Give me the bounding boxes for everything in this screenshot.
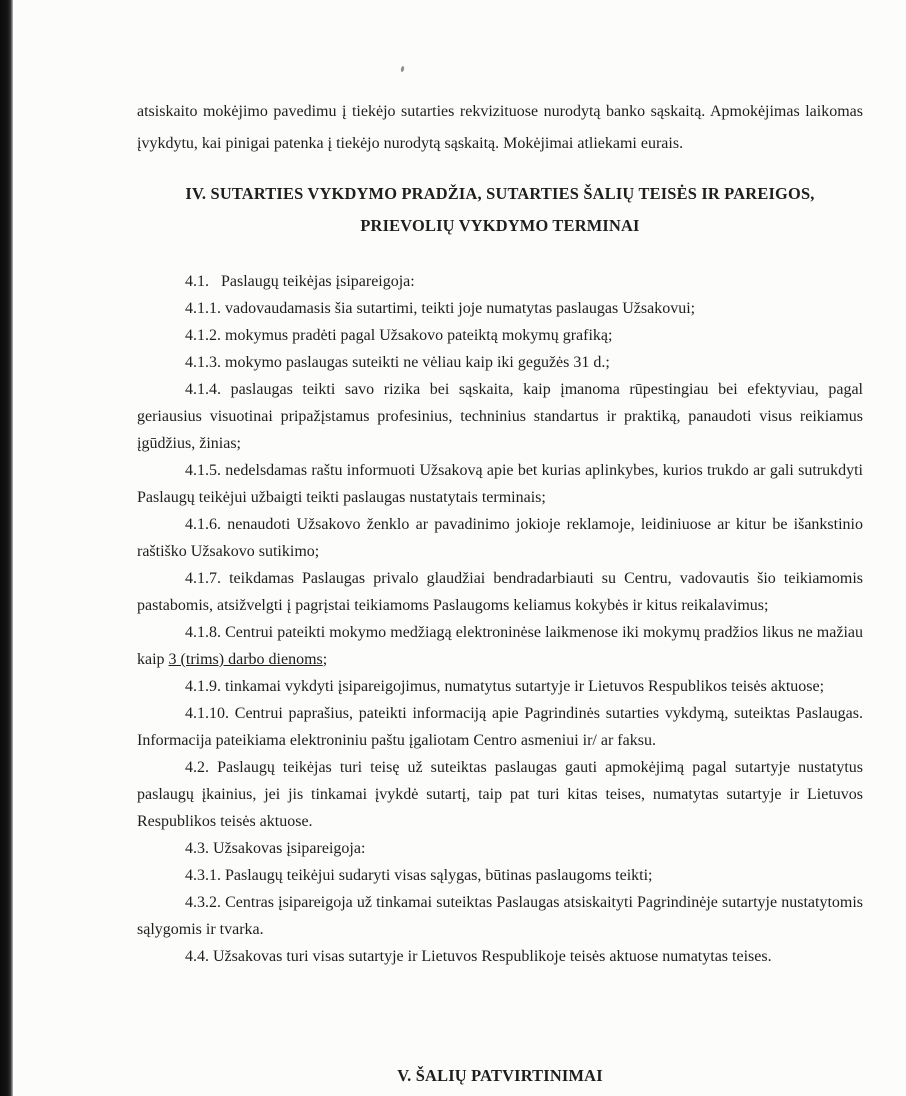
clause-4-1-9: 4.1.9. tinkamai vykdyti įsipareigojimus, numatytus sutartyje ir Lietuvos Respublikos teisės aktuose;	[185, 678, 825, 695]
paragraph-payment-terms: atsiskaito mokėjimo pavedimu į tiekėjo sutarties rekvizituose nurodytą banko sąskaitą. Apmokėjimas laikomas įvykdytu, kai pinigai patenka į tiekėjo nurodytą sąskaitą. Mokėjimai atliekami eurais.	[137, 103, 863, 152]
clause-4-1-7: 4.1.7. teikdamas Paslaugas privalo glaudžiai bendradarbiauti su Centru, vadovautis šio teikiamomis pastabomis, atsižvelgti į pagrįstai teikiamoms Paslaugoms keliamus kokybės ir kitus reikalavimus;	[137, 570, 863, 614]
section-iv-heading-line2: PRIEVOLIŲ VYKDYMO TERMINAI	[360, 216, 640, 235]
clause-4-4: 4.4. Užsakovas turi visas sutartyje ir Lietuvos Respublikoje teisės aktuose numatytas teises.	[185, 948, 772, 965]
clause-4-1-5: 4.1.5. nedelsdamas raštu informuoti Užsakovą apie bet kurias aplinkybes, kurios trukdo ar gali sutrukdyti Paslaugų teikėjui užbaigti teikti paslaugas nustatytais terminais;	[137, 462, 863, 506]
clause-4-3-1: 4.3.1. Paslaugų teikėjui sudaryti visas sąlygas, būtinas paslaugoms teikti;	[185, 867, 653, 884]
clause-4-1-1: 4.1.1. vadovaudamasis šia sutartimi, teikti joje numatytas paslaugas Užsakovui;	[185, 300, 696, 317]
clause-4-1-8	[137, 619, 863, 673]
clause-4-1-3: 4.1.3. mokymo paslaugas suteikti ne vėliau kaip iki gegužės 31 d.;	[185, 354, 610, 371]
clause-4-1-4: 4.1.4. paslaugas teikti savo rizika bei sąskaita, kaip įmanoma rūpestingiau bei efektyviau, pagal geriausius visuotinai pripažįstamus profesinius, techninius standartus ir praktiką, panaudoti visus reikiamus įgūdžius, žinias;	[137, 381, 863, 452]
clause-4-2: 4.2. Paslaugų teikėjas turi teisę už suteiktas paslaugas gauti apmokėjimą pagal sutartyje nustatytus paslaugų įkainius, jei jis tinkamai įvykdė sutartį, taip pat turi kitas teises, numatytas sutartyje ir Lietuvos Respublikos teisės aktuose.	[137, 759, 863, 830]
clause-4-3: 4.3. Užsakovas įsipareigoja:	[185, 840, 366, 857]
clause-4-3-2: 4.3.2. Centras įsipareigoja už tinkamai suteiktas Paslaugas atsiskaityti Pagrindinėje sutartyje nustatytomis sąlygomis ir tvarka.	[137, 894, 863, 938]
clause-4-1: 4.1. Paslaugų teikėjas įsipareigoja:	[185, 273, 415, 290]
clause-4-1-8-text: 4.1.8. Centrui pateikti mokymo medžiagą elektroninėse laikmenose iki mokymų pradžios likus ne mažiau kaip	[137, 624, 863, 668]
page-content	[137, 0, 863, 970]
clause-4-1-10: 4.1.10. Centrui paprašius, pateikti informaciją apie Pagrindinės sutarties vykdymą, suteiktas Paslaugas. Informacija pateikiama elektroniniu paštu įgaliotam Centro asmeniui ir/ ar faksu.	[137, 705, 863, 749]
section-iv-heading	[137, 178, 863, 242]
section-v-heading: V. ŠALIŲ PATVIRTINIMAI	[397, 1066, 603, 1085]
clause-4-1-8-underlined-term: 3 (trims) darbo dienoms	[168, 651, 323, 668]
scan-edge-artifact	[0, 0, 13, 1096]
section-iv-heading-line1: IV. SUTARTIES VYKDYMO PRADŽIA, SUTARTIES ŠALIŲ TEISĖS IR PAREIGOS,	[185, 184, 815, 203]
clause-4-1-6: 4.1.6. nenaudoti Užsakovo ženklo ar pavadinimo jokioje reklamoje, leidiniuose ar kitur be išankstinio raštiško Užsakovo sutikimo;	[137, 516, 863, 560]
clause-4-1-2: 4.1.2. mokymus pradėti pagal Užsakovo pateiktą mokymų grafiką;	[185, 327, 613, 344]
clause-4-1-8-text-end: ;	[322, 651, 328, 668]
